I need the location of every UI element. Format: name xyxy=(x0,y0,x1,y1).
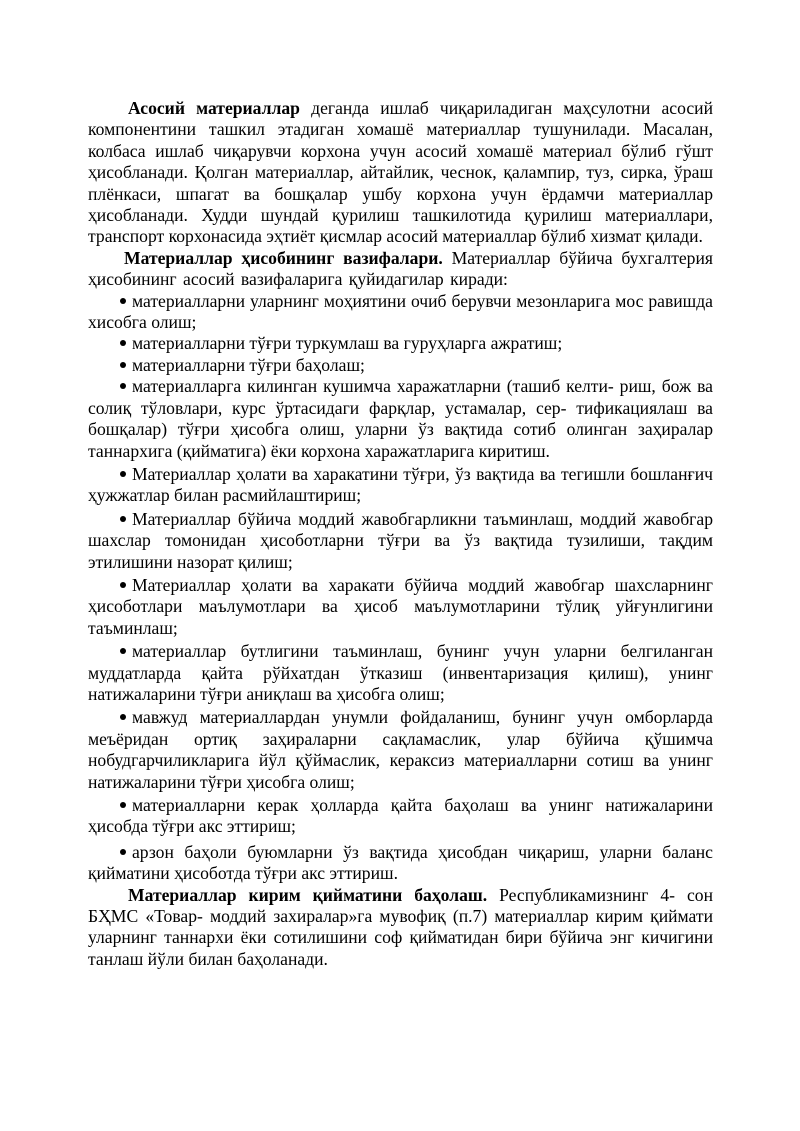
list-item xyxy=(88,707,713,793)
list-item-text: материалларни тўғри баҳолаш; xyxy=(132,354,365,375)
term-accounting-tasks: Материаллар ҳисобининг вазифалари. xyxy=(124,247,443,268)
paragraph-valuation xyxy=(88,885,713,971)
bullet-icon xyxy=(120,802,126,808)
bullet-icon xyxy=(120,340,126,346)
bullet-icon xyxy=(120,516,126,522)
list-item xyxy=(88,575,713,639)
list-item xyxy=(88,641,713,705)
paragraph-text: Материаллар бўйича бухгалтерия ҳисобининг асосий вазифаларига қуйидагилар киради: xyxy=(88,247,713,290)
bullet-icon xyxy=(120,849,126,855)
paragraph-accounting-tasks xyxy=(88,248,713,291)
list-item-text: материалларни керак ҳолларда қайта баҳолаш ва унинг натижаларини ҳисобда тўғри акс эттириш; xyxy=(88,795,713,837)
list-item xyxy=(88,376,713,462)
document-page xyxy=(88,98,713,970)
list-item xyxy=(88,355,713,376)
bullet-icon xyxy=(120,648,126,654)
bullet-icon xyxy=(120,582,126,588)
list-item xyxy=(88,291,713,334)
list-item-text: материалларни уларнинг моҳиятини очиб берувчи мезонларига мос равишда хисобга олиш; xyxy=(88,290,713,333)
list-item-text: арзон баҳоли буюмларни ўз вақтида ҳисобдан чиқариш, уларни баланс қийматини ҳисоботда тўғри акс эттириш. xyxy=(88,841,713,884)
term-main-materials: Асосий материаллар xyxy=(128,98,300,118)
bullet-icon xyxy=(120,714,126,720)
bullet-icon xyxy=(120,383,126,389)
list-item xyxy=(88,464,713,507)
list-item-text: материалларни тўғри туркумлаш ва гуруҳларга ажратиш; xyxy=(132,333,563,354)
list-item xyxy=(88,509,713,573)
list-item-text: Материаллар ҳолати ва харакати бўйича моддий жавобгар шахсларнинг ҳисоботлари маълумотлари ва ҳисоб маълумотларини тўлиқ уйғунлигини таъминлаш; xyxy=(88,574,713,638)
list-item xyxy=(88,795,713,838)
paragraph-text: деганда ишлаб чиқариладиган маҳсулотни асосий компонентини ташкил этадиган хомашё материаллар тушунилади. Масалан, колбаса ишлаб чиқарувчи корхона учун асосий хомашё материал бўлиб гўшт ҳисобланади. Қолган материаллар, айтайлик, чеснок, қалампир, туз, сирка, ўраш плёнкаси, шпагат ва бошқалар ушбу корхона учун ёрдамчи материаллар ҳисобланади. Худди шундай қурилиш ташкилотида қурилиш материаллари, транспорт корхонасида эҳтиёт қисмлар асосий материаллар бўлиб хизмат қилади. xyxy=(88,98,713,247)
bullet-icon xyxy=(120,362,126,368)
list-item-text: Материаллар бўйича моддий жавобгарликни таъминлаш, моддий жавобгар шахслар томонидан ҳисоботларни тўғри ва ўз вақтида тузилиши, тақдим этилишини назорат қилиш; xyxy=(88,508,713,572)
list-item-text: Материаллар ҳолати ва харакатини тўғри, ўз вақтида ва тегишли бошланғич ҳужжатлар билан расмийлаштириш; xyxy=(88,463,713,506)
list-item-text: мавжуд материаллардан унумли фойдаланиш, бунинг учун омборларда меъёридан ортиқ заҳираларни сақламаслик, улар бўйича қўшимча нобудгарчиликларига йўл қўймаслик, кераксиз материалларни сотиш ва унинг натижаларини тўғри ҳисобга олиш; xyxy=(88,707,713,792)
list-item-text: материалларга килинган кушимча харажатларни (ташиб келти- риш, бож ва солиқ тўловлари, курс ўртасидаги фарқлар, устамалар, сер- тификациялаш ва бошқалар) тўғри ҳисобга олиш, уларни ўз вақтида сотиб олинган заҳиралар таннархига (қийматига) ёки корхона харажатларига киритиш. xyxy=(88,376,713,461)
term-valuation: Материаллар кирим қийматини баҳолаш. xyxy=(128,884,488,905)
list-item xyxy=(88,333,713,354)
bullet-icon xyxy=(120,298,126,304)
list-item-text: материаллар бутлигини таъминлаш, бунинг учун уларни белгиланган муддатларда қайта рўйхатдан ўтказиш (инвентаризация қилиш), унинг натижаларини тўғри аниқлаш ва ҳисобга олиш; xyxy=(88,641,713,704)
paragraph-main-materials xyxy=(88,98,713,248)
bullet-icon xyxy=(120,471,126,477)
list-item xyxy=(88,842,713,885)
paragraph-text: Республикамизнинг 4- сон БҲМС «Товар- моддий захиралар»га мувофиқ (п.7) материаллар кирим қиймати уларнинг таннархи ёки сотилишини соф қийматидан бири бўйича энг кичигини танлаш йўли билан баҳоланади. xyxy=(88,884,713,969)
